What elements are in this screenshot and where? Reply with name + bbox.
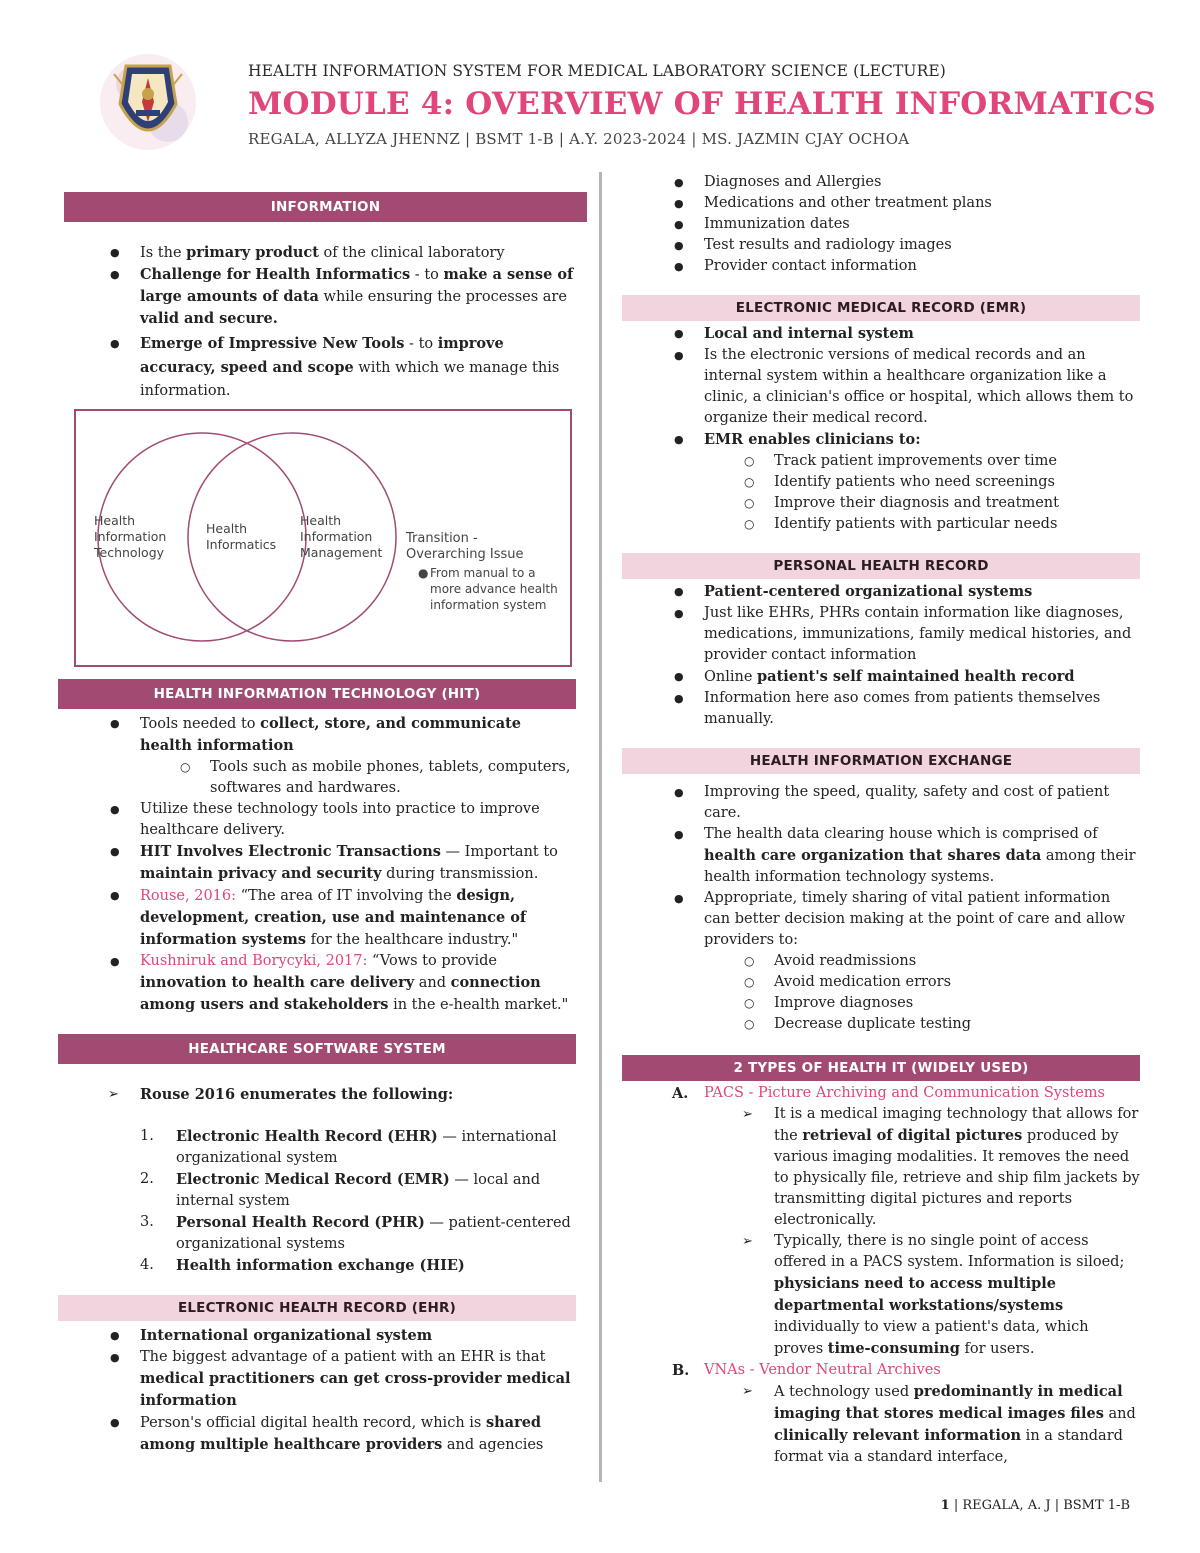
ehr-continued-list [622, 172, 1140, 277]
school-seal-logo [96, 44, 200, 164]
author-line: REGALA, ALLYZA JHENNZ | BSMT 1-B | A.Y. 2023-2024 | MS. JAZMIN CJAY OCHOA [248, 130, 910, 148]
list-item: ● Medications and other treatment plans [622, 193, 1140, 214]
module-title: MODULE 4: OVERVIEW OF HEALTH INFORMATICS [248, 86, 1156, 122]
list-item: 1. Electronic Health Record (EHR) — international organizational system [140, 1128, 557, 1166]
list-item: 4. Health information exchange (HIE) [140, 1257, 465, 1274]
list-item: 3. Personal Health Record (PHR) — patient-centered organizational systems [140, 1214, 571, 1252]
software-list [58, 1126, 576, 1277]
ehr-list [58, 1325, 576, 1456]
list-item: ➢ Rouse 2016 enumerates the following: [58, 1084, 576, 1106]
list-item: ● Rouse, 2016: “The area of IT involving the design, development, creation, use and maintenance of information systems for the healthcare industry." [58, 885, 576, 951]
course-title: HEALTH INFORMATION SYSTEM FOR MEDICAL LABORATORY SCIENCE (LECTURE) [248, 62, 946, 80]
venn-label-hit: Health Information Technology [94, 513, 167, 560]
venn-transition-title: Transition - Overarching Issue [406, 531, 524, 562]
section-header-information: INFORMATION [64, 192, 587, 222]
section-header-hie: HEALTH INFORMATION EXCHANGE [622, 748, 1140, 774]
phr-list [622, 581, 1140, 730]
list-item: ● Provider contact information [622, 256, 1140, 277]
types-list [622, 1083, 1140, 1468]
information-list [58, 242, 576, 403]
venn-label-him: Health Information Management [300, 513, 383, 560]
list-item: ● Improving the speed, quality, safety and cost of patient care. [622, 782, 1140, 824]
sub-list-item: ➢ Typically, there is no single point of access offered in a PACS system. Information is siloed; physicians need to access multiple departmental workstations/systems individually to view a patient's data, which proves time-consuming for users. [622, 1231, 1140, 1360]
list-item: 2. Electronic Medical Record (EMR) — local and internal system [140, 1171, 541, 1209]
section-header-types: 2 TYPES OF HEALTH IT (WIDELY USED) [622, 1055, 1140, 1081]
section-header-hit: HEALTH INFORMATION TECHNOLOGY (HIT) [58, 679, 576, 709]
hit-list [58, 713, 576, 1016]
list-item: ● Online patient's self maintained health record [622, 666, 1140, 688]
section-header-software: HEALTHCARE SOFTWARE SYSTEM [58, 1034, 576, 1064]
list-item: ● Test results and radiology images [622, 235, 1140, 256]
list-item: ● Just like EHRs, PHRs contain information like diagnoses, medications, immunizations, family medical histories, and provider contact information [622, 603, 1140, 666]
list-item: ● Appropriate, timely sharing of vital patient information can better decision making at the point of care and allow providers to: ○ Avoid readmissions ○ Avoid medication errors ○ Improve diagnoses ○ Decrease duplicate testing [622, 888, 1140, 1035]
sub-list-item: ○ Track patient improvements over time [622, 451, 1140, 472]
list-item: ● The health data clearing house which is comprised of health care organization that shares data among their health information technology systems. [622, 824, 1140, 888]
right-column [622, 172, 1140, 1468]
column-divider [599, 172, 602, 1482]
footer-text: | REGALA, A. J | BSMT 1-B [949, 1498, 1130, 1513]
venn-transition-bullet: ● From manual to a more advance health information system [418, 566, 558, 612]
page-footer [941, 1498, 1130, 1513]
sub-list-item: ○ Tools such as mobile phones, tablets, computers, softwares and hardwares. [58, 757, 576, 799]
sub-list-item: ○ Identify patients with particular needs [622, 514, 1140, 535]
sub-list-item: ○ Improve diagnoses [622, 993, 1140, 1014]
list-item: ● Information here aso comes from patients themselves manually. [622, 688, 1140, 730]
sub-list-item: ○ Improve their diagnosis and treatment [622, 493, 1140, 514]
list-item: ● Emerge of Impressive New Tools - to improve accuracy, speed and scope with which we manage this information. [58, 332, 576, 403]
hie-list [622, 782, 1140, 1035]
list-item: ● Utilize these technology tools into practice to improve healthcare delivery. [58, 799, 576, 841]
section-header-ehr: ELECTRONIC HEALTH RECORD (EHR) [58, 1295, 576, 1321]
list-item: B. VNAs - Vendor Neutral Archives ➢ A technology used predominantly in medical imaging that stores medical images files and clinically relevant information in a standard format via a standard interface, [622, 1360, 1140, 1468]
venn-diagram [74, 409, 572, 667]
page-number: 1 [940, 1498, 950, 1513]
sub-list-item: ○ Identify patients who need screenings [622, 472, 1140, 493]
list-item: ● Local and internal system [622, 323, 1140, 345]
section-header-phr: PERSONAL HEALTH RECORD [622, 553, 1140, 579]
sub-list-item: ○ Decrease duplicate testing [622, 1014, 1140, 1035]
section-header-emr: ELECTRONIC MEDICAL RECORD (EMR) [622, 295, 1140, 321]
list-item: ● The biggest advantage of a patient with an EHR is that medical practitioners can get cross-provider medical information [58, 1347, 576, 1412]
venn-label-informatics: Health Informatics [206, 521, 277, 552]
list-item: ● Kushniruk and Borycyki, 2017: “Vows to provide innovation to health care delivery and connection among users and stakeholders in the e-health market." [58, 951, 576, 1016]
sub-list-item: ➢ It is a medical imaging technology that allows for the retrieval of digital pictures produced by various imaging modalities. It removes the need to physically file, retrieve and ship film jackets by transmitting digital pictures and reports electronically. [622, 1104, 1140, 1231]
list-item: ● Is the electronic versions of medical records and an internal system within a healthcare organization like a clinic, a clinician's office or hospital, which allows them to organize their medical record. [622, 345, 1140, 429]
left-column [58, 192, 576, 1456]
list-item: ● Challenge for Health Informatics - to make a sense of large amounts of data while ensuring the processes are valid and secure. [58, 264, 576, 330]
emr-list [622, 323, 1140, 535]
list-item: ● International organizational system [58, 1325, 576, 1347]
list-item: ● Immunization dates [622, 214, 1140, 235]
list-item: A. PACS - Picture Archiving and Communication Systems ➢ It is a medical imaging technology that allows for the retrieval of digital pictures produced by various imaging modalities. It removes the need to physically file, retrieve and ship film jackets by transmitting digital pictures and reports electronically. ➢ Typically, there is no single point of access offered in a PACS system. Information is siloed; physicians need to access multiple departmental workstations/systems individually to view a patient's data, which proves time-consuming for users. [622, 1083, 1140, 1360]
list-item: ● Is the primary product of the clinical laboratory [58, 242, 576, 264]
list-item: ● HIT Involves Electronic Transactions — Important to maintain privacy and security during transmission. [58, 841, 576, 885]
software-intro [58, 1084, 576, 1106]
list-item: ● Tools needed to collect, store, and communicate health information ○ Tools such as mobile phones, tablets, computers, softwares and hardwares. [58, 713, 576, 799]
list-item: ● Diagnoses and Allergies [622, 172, 1140, 193]
sub-list-item: ○ Avoid readmissions [622, 951, 1140, 972]
list-item: ● EMR enables clinicians to: ○ Track patient improvements over time ○ Identify patients who need screenings ○ Improve their diagnosis and treatment ○ Identify patients with particular needs [622, 429, 1140, 535]
list-item: ● Patient-centered organizational systems [622, 581, 1140, 603]
sub-list-item: ○ Avoid medication errors [622, 972, 1140, 993]
sub-list-item: ➢ A technology used predominantly in medical imaging that stores medical images files and clinically relevant information in a standard format via a standard interface, [622, 1381, 1140, 1468]
list-item: ● Person's official digital health record, which is shared among multiple healthcare providers and agencies [58, 1412, 576, 1456]
